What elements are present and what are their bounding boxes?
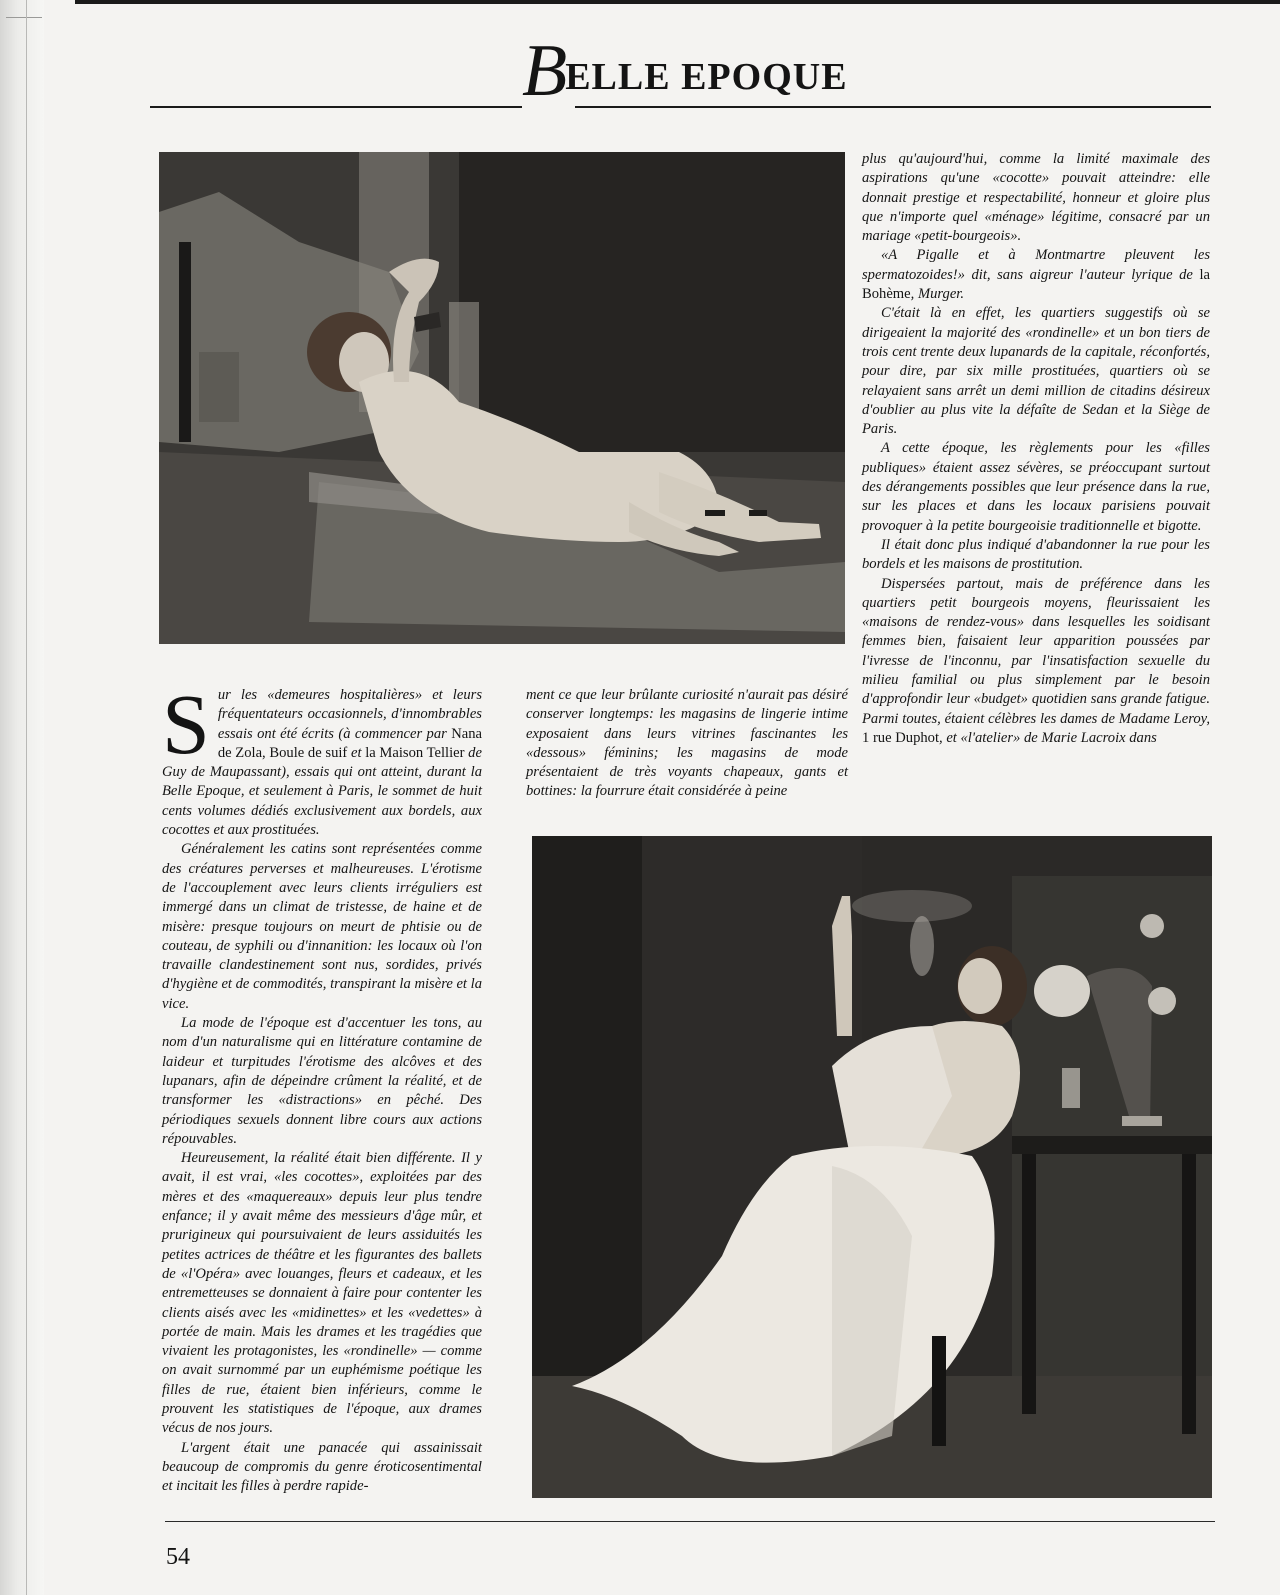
paragraph [162, 676, 482, 840]
paragraph: Heureusement, la réalité était bien différente. Il y avait, il est vrai, «les cocottes», exploitées par des mères et des «maquereaux» depuis leur plus tendre enfance; il y avait même des messieurs d'âge mûr, et prurigineux qui poursuivaient de leurs assiduités les petites actrices de théâtre et les figurantes des ballets de «l'Opéra» avec louanges, fleurs et cadeaux, et les entremetteuses se donnaient à faire pour contenter les clients aisés avec les «midinettes» et les «vedettes» à portée de main. Mais les drames et les tragédies que vivaient les protagonistes, les «rondinelle» — comme on avait surnommé par un euphémisme poétique les filles de rue, étaient bien inférieurs, comme le prouvent les statistiques de l'époque, aux drames vécus de nos jours. [162, 1150, 482, 1437]
gutter-edge [26, 0, 27, 1595]
footer-rule [165, 1521, 1215, 1522]
paragraph: Généralement les catins sont représentées comme des créatures perverses et malheureuses. L'érotisme de l'accouplement avec leurs clients irréguliers est immergé dans un climat de tristesse, de haine et de misère: presque toujours on meurt de phtisie ou de couteau, de syphili ou d'innanition: les locaux où l'on travaille clandestinement sont nus, sordides, privés d'hygiène et de commodités, transpirant la misère et la vice. [162, 841, 482, 1012]
gutter-mark [6, 17, 42, 18]
text-run: , et «l'atelier» de Marie Lacroix dans [939, 729, 1157, 746]
binding-gutter [0, 0, 44, 1595]
top-edge-bar [75, 0, 1280, 4]
paragraph: C'était là en effet, les quartiers suggestifs où se dirigeaient la majorité des «rondinelle» et un bon tiers de trois cent trente deux lupanards de la capitale, réconfortés, pour dire, par six mille prostituées, quartiers où se relayaient sans arrêt un demi million de citadins désireux d'oublier au plus vite la défaîte de Sedan et la Siège de Paris. [862, 305, 1210, 438]
drop-cap: S [162, 676, 210, 772]
text-run: Dispersées partout, mais de préférence dans les quartiers petit bourgeois moyens, fleurissaient les «maisons de rendez-vous» dans lesquelles les soidisant femmes bien, faisaient leur apparition poussées par l'ivresse de l'inconnu, par l'insatisfaction sexuelle du milieu familial ou plus simplement par le besoin d'approfondir leur «budget» quotidien sans grande fatigue. Parmi toutes, étaient célèbres les dames de Madame Leroy, [862, 575, 1210, 727]
paragraph [862, 246, 1210, 304]
text-run: ur les «demeures hospitalières» et leurs fréquentateurs occasionnels, d'innombrables essais ont été écrits (à commencer par [217, 687, 482, 742]
text-run: la Bohème [862, 266, 1210, 303]
text-column-2 [526, 686, 848, 802]
text-column-1 [162, 676, 482, 1496]
text-run: de Guy de Maupassant), essais qui ont atteint, durant la Belle Epoque, et seulement à Paris, le sommet de huit cents volumes dédiés exclusivement aux bordels, aux cocottes et aux prostituées. [162, 744, 482, 839]
paragraph: L'argent était une panacée qui assainissait beaucoup de compromis du genre éroticosentimental et incitait les filles à perdre rapide- [162, 1439, 482, 1495]
photograph-reclining-nude [159, 152, 845, 644]
text-column-3 [862, 150, 1210, 748]
text-run: et [347, 744, 366, 761]
paragraph: ment ce que leur brûlante curiosité n'aurait pas désiré conserver longtemps: les magasins de lingerie intime exposaient dans leurs vitrines fascinantes les «dessous» féminins; les magasins de mode présentaient de très voyants chapeaux, gants et bottines: la fourrure était considérée à peine [526, 687, 848, 800]
paragraph [862, 575, 1210, 749]
paragraph: La mode de l'époque est d'accentuer les tons, au nom d'un naturalisme qui en littérature contamine de laideur et turpitudes l'érotisme des alcôves et des lupanars, afin de dépeindre crûment la réalité, et de transformer les «distractions» en pêché. Des périodiques sexuels donnent libre cours aux actions répouvables. [162, 1015, 482, 1147]
title-initial: B [522, 30, 566, 112]
text-run: «A Pigalle et à Montmartre pleuvent les spermatozoides!» dit, sans aigreur l'auteur lyrique de [862, 247, 1210, 283]
photo-illustration [159, 152, 845, 644]
photograph-seated-woman-smoking [532, 836, 1212, 1498]
title-text: ELLE EPOQUE [565, 56, 848, 98]
text-run: la Maison Tellier [365, 744, 465, 761]
paragraph: Il était donc plus indiqué d'abandonner la rue pour les bordels et les maisons de prostitution. [862, 536, 1210, 573]
photo-illustration-2 [532, 836, 1212, 1498]
text-run: , Murger. [910, 286, 965, 303]
text-run: 1 rue Duphot [862, 729, 940, 746]
paragraph: A cette époque, les règlements pour les «filles publiques» étaient assez sévères, se préoccupant surtout des dérangements possibles que leur présence dans la rue, sur les places et dans les locaux parisiens pouvait provoquer à la petite bourgeoisie traditionnelle et bigotte. [862, 440, 1210, 534]
page-number: 54 [166, 1544, 190, 1570]
paragraph: plus qu'aujourd'hui, comme la limité maximale des aspirations qu'une «cocotte» pouvait atteindre: elle donnait prestige et respectabilité, honneur et gloire plus que n'importe quel «ménage» légitime, consacré par un mariage «petit-bourgeois». [862, 151, 1210, 245]
page-title [522, 30, 848, 114]
text-run: Nana de Zola, Boule de suif [217, 725, 482, 761]
header-rule-left [150, 106, 522, 108]
